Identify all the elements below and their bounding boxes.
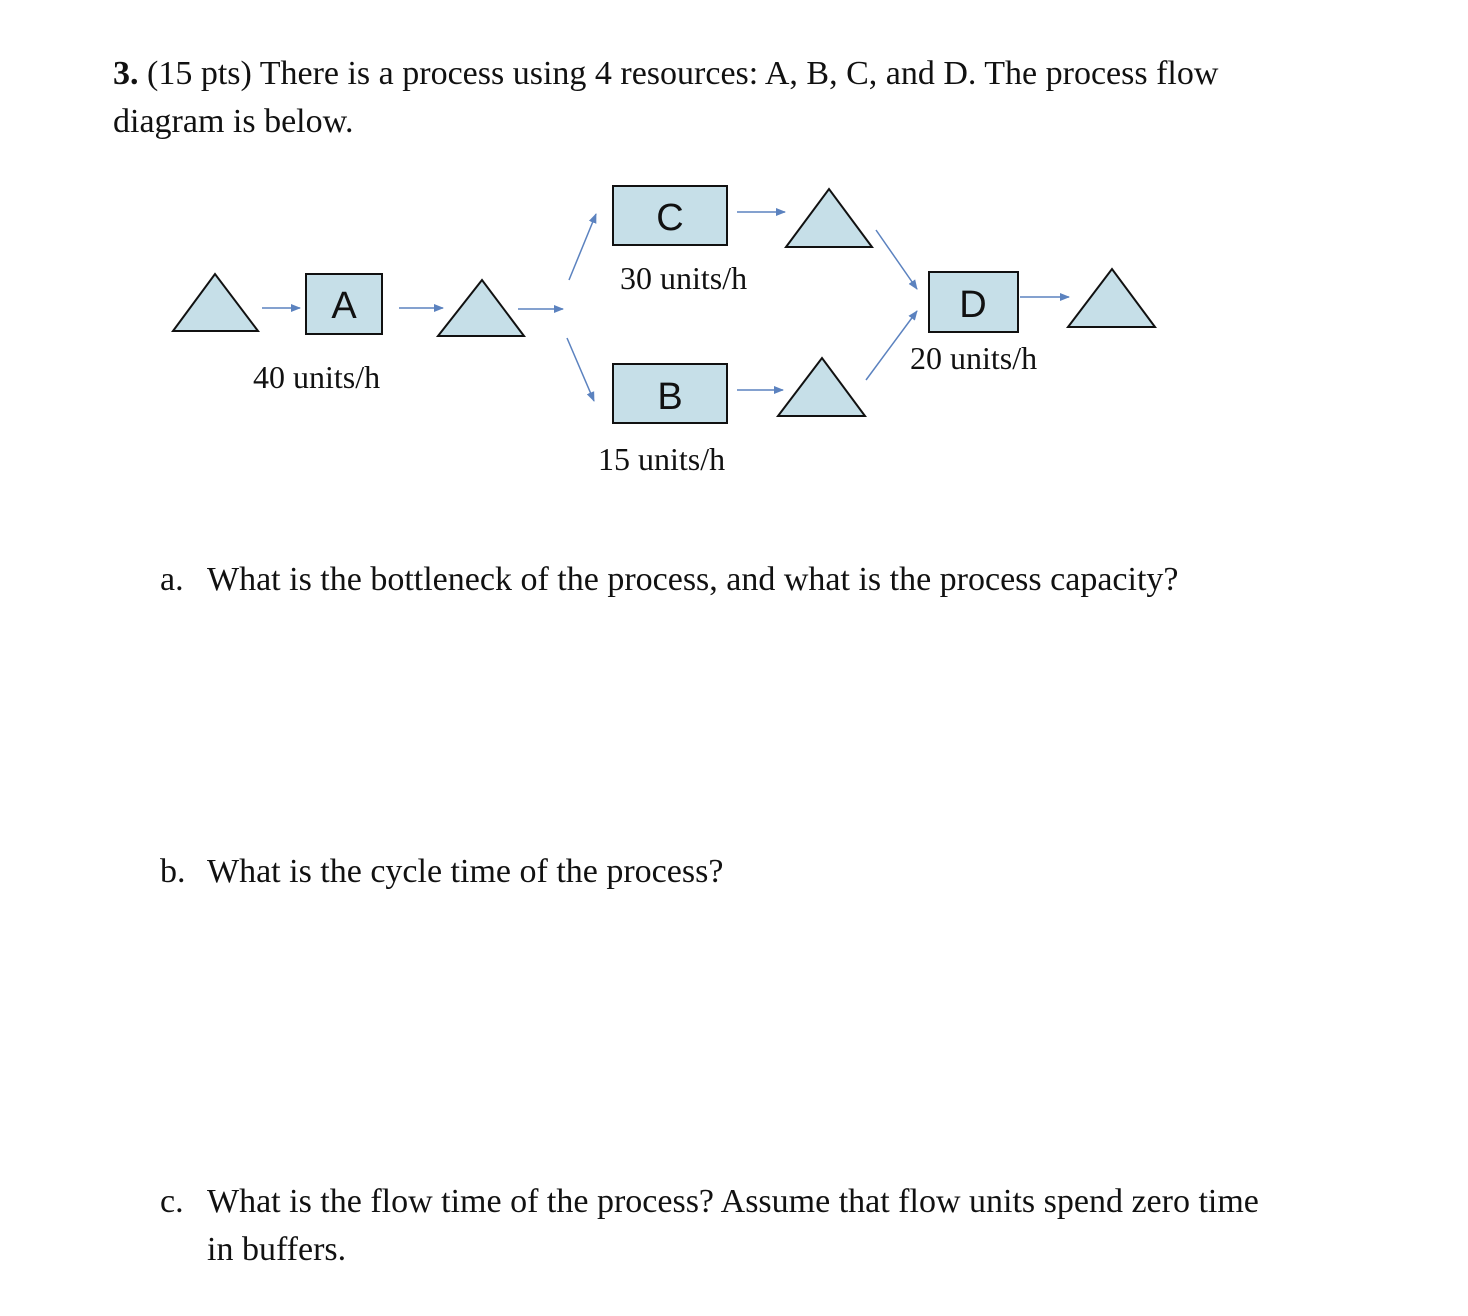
question-number: 3. bbox=[113, 55, 139, 92]
process-flow-diagram bbox=[0, 0, 1468, 520]
resource-b-rate: 15 units/h bbox=[598, 441, 726, 477]
subquestion-c bbox=[160, 1178, 1267, 1274]
arrow-split-to-b bbox=[567, 338, 594, 401]
subquestion-c-text: What is the flow time of the process? Assume that flow units spend zero time in buffers. bbox=[207, 1183, 1259, 1268]
subquestion-c-letter: c. bbox=[160, 1183, 184, 1220]
resource-a-box bbox=[306, 274, 382, 334]
resource-b-box bbox=[613, 364, 727, 423]
buffer-after-a-triangle bbox=[438, 280, 524, 336]
resource-c-rate: 30 units/h bbox=[620, 260, 748, 296]
subquestion-b-letter: b. bbox=[160, 853, 186, 890]
resource-d-box bbox=[929, 272, 1018, 332]
resource-d-rate: 20 units/h bbox=[910, 340, 1038, 376]
buffer-after-c-triangle bbox=[786, 189, 872, 247]
resource-a-rate: 40 units/h bbox=[253, 359, 381, 395]
arrow-c-buffer-to-d bbox=[876, 230, 917, 289]
resource-c-box bbox=[613, 186, 727, 245]
subquestion-a bbox=[160, 556, 1267, 604]
subquestion-b-text: What is the cycle time of the process? bbox=[207, 853, 724, 890]
subquestion-b bbox=[160, 848, 1267, 896]
resource-a-letter: A bbox=[331, 285, 357, 327]
resource-c-letter: C bbox=[656, 197, 684, 239]
arrow-split-to-c bbox=[569, 214, 596, 280]
subquestion-a-letter: a. bbox=[160, 561, 184, 598]
subquestion-a-text: What is the bottleneck of the process, and what is the process capacity? bbox=[207, 561, 1179, 598]
buffer-after-b-triangle bbox=[778, 358, 865, 416]
end-buffer-triangle bbox=[1068, 269, 1155, 327]
question-text: (15 pts) There is a process using 4 resources: A, B, C, and D. The process flow diagram is below. bbox=[113, 55, 1219, 140]
resource-d-letter: D bbox=[959, 284, 987, 326]
start-buffer-triangle bbox=[173, 274, 258, 331]
resource-b-letter: B bbox=[657, 376, 683, 418]
